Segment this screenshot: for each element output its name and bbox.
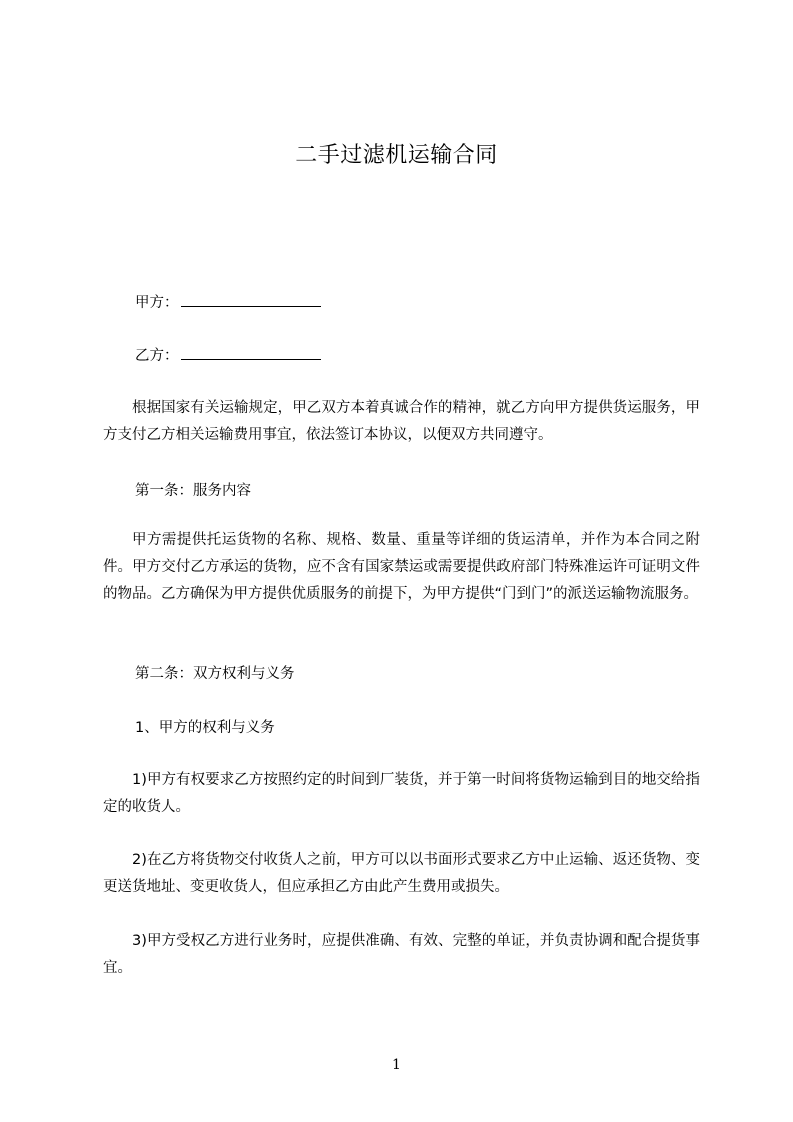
item-1-paragraph: 1)甲方有权要求乙方按照约定的时间到厂装货，并于第一时间将货物运输到目的地交给指定的收货人。 xyxy=(103,772,700,815)
document-title: 二手过滤机运输合同 xyxy=(295,143,498,168)
party-a-line xyxy=(135,291,321,313)
section-1-heading: 1、甲方的权利与义务 xyxy=(135,720,275,736)
item-2-paragraph: 2)在乙方将货物交付收货人之前，甲方可以以书面形式要求乙方中止运输、返还货物、变更送货地址、变更收货人，但应承担乙方由此产生费用或损失。 xyxy=(103,852,700,895)
article-1-body: 甲方需提供托运货物的名称、规格、数量、重量等详细的货运清单，并作为本合同之附件。甲方交付乙方承运的货物，应不含有国家禁运或需要提供政府部门特殊准运许可证明文件的物品。乙方确保为甲方提供优质服务的前提下，为甲方提供“门到门”的派送运输物流服务。 xyxy=(103,532,700,602)
intro-paragraph: 根据国家有关运输规定，甲乙双方本着真诚合作的精神，就乙方向甲方提供货运服务，甲方支付乙方相关运输费用事宜，依法签订本协议，以便双方共同遵守。 xyxy=(103,400,700,443)
party-b-label: 乙方： xyxy=(135,348,179,364)
article-1-heading: 第一条：服务内容 xyxy=(135,483,251,499)
party-a-label: 甲方： xyxy=(135,295,179,311)
item-3-paragraph: 3)甲方受权乙方进行业务时，应提供准确、有效、完整的单证，并负责协调和配合提货事宜。 xyxy=(103,933,700,976)
party-a-blank xyxy=(181,291,321,307)
party-b-blank xyxy=(181,344,321,360)
page-number: 1 xyxy=(392,1057,401,1073)
article-2-heading: 第二条：双方权利与义务 xyxy=(135,666,295,682)
party-b-line xyxy=(135,344,321,366)
